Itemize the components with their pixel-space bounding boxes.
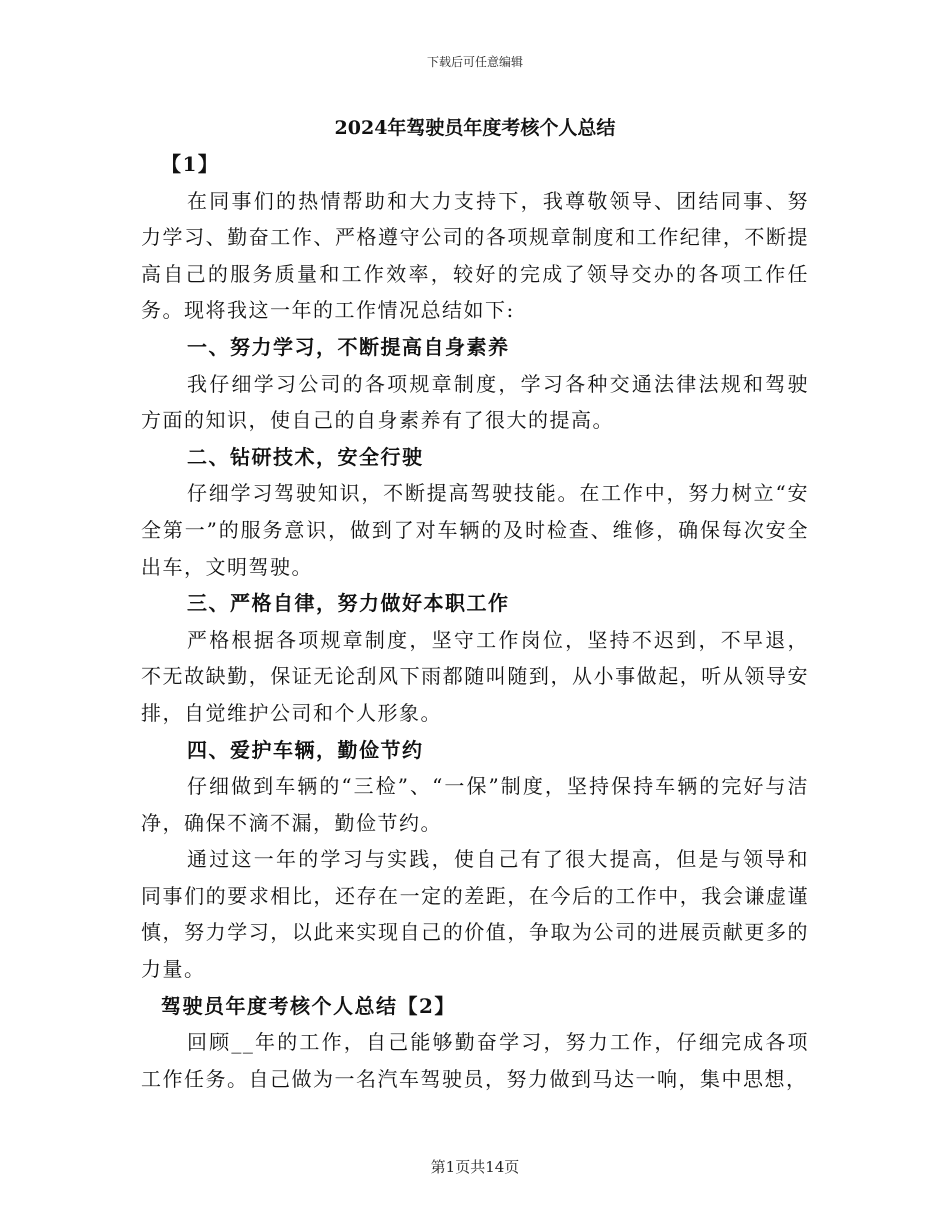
paragraph-conclusion: 通过这一年的学习与实践，使自己有了很大提高，但是与领导和同事们的要求相比，还存在一定的差距，在今后的工作中，我会谦虚谨慎，努力学习，以此来实现自己的价值，争取为公司的进展贡献更多的力量。 [141,847,809,982]
section-2-title: 驾驶员年度考核个人总结【2】 [161,993,456,1018]
document-title: 2024年驾驶员年度考核个人总结 [334,117,616,139]
section-marker: 【1】 [161,152,220,176]
paragraph-vehicle-care: 仔细做到车辆的“三检”、“一保”制度，坚持保持车辆的完好与洁净，确保不滴不漏，勤俭节约。 [141,774,809,835]
intro-paragraph: 在同事们的热情帮助和大力支持下，我尊敬领导、团结同事、努力学习、勤奋工作、严格遵守公司的各项规章制度和工作纪律，不断提高自己的服务质量和工作效率，较好的完成了领导交办的各项工作任务。现将我这一年的工作情况总结如下: [141,188,809,323]
paragraph-review: 回顾__年的工作，自己能够勤奋学习，努力工作，仔细完成各项工作任务。自己做为一名汽车驾驶员，努力做到马达一响，集中思想， [141,1030,809,1091]
heading-safety: 二、钻研技术，安全行驶 [187,444,424,469]
heading-vehicle-care: 四、爱护车辆，勤俭节约 [187,737,424,762]
heading-discipline: 三、严格自律，努力做好本职工作 [187,591,510,616]
paragraph-discipline: 严格根据各项规章制度，坚守工作岗位，坚持不迟到，不早退，不无故缺勤，保证无论刮风下雨都随叫随到，从小事做起，听从领导安排，自觉维护公司和个人形象。 [141,627,809,725]
paragraph-safety: 仔细学习驾驶知识，不断提高驾驶技能。在工作中，努力树立“安全第一”的服务意识，做到了对车辆的及时检查、维修，确保每次安全出车，文明驾驶。 [141,481,809,579]
page-header: 下载后可任意编辑 [426,55,523,69]
heading-study: 一、努力学习，不断提高自身素养 [187,334,510,359]
paragraph-study: 我仔细学习公司的各项规章制度，学习各种交通法律法规和驾驶方面的知识，使自己的自身素养有了很大的提高。 [141,371,809,433]
document-body [141,146,809,1097]
page-footer: 第1页共14页 [430,1158,520,1176]
